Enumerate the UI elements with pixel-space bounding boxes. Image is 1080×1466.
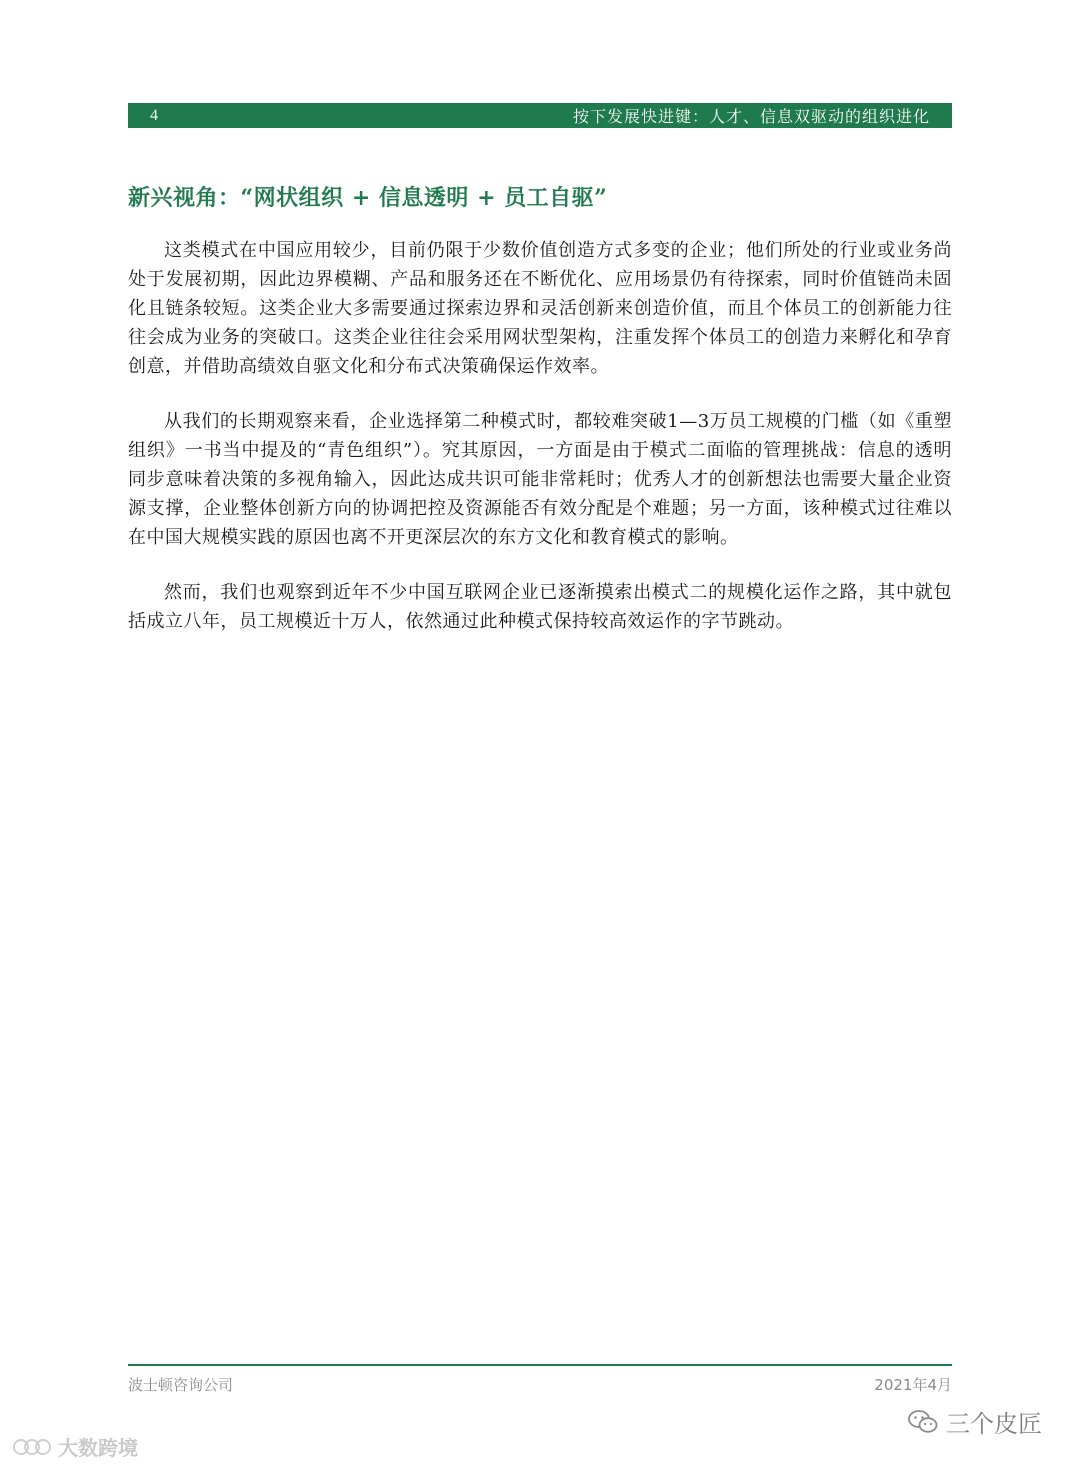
watermark-left-text: 大数跨境 — [58, 1436, 138, 1460]
footer-company: 波士顿咨询公司 — [128, 1376, 234, 1394]
paragraph: 然而，我们也观察到近年不少中国互联网企业已逐渐摸索出模式二的规模化运作之路，其中就包括成立八年，员工规模近十万人，依然通过此种模式保持较高效运作的字节跳动。 — [128, 582, 952, 632]
paragraph: 从我们的长期观察来看，企业选择第二种模式时，都较难突破1—3万员工规模的门槛（如《重塑组织》一书当中提及的“青色组织”）。究其原因，一方面是由于模式二面临的管理挑战：信息的透明同步意味着决策的多视角输入，因此达成共识可能非常耗时；优秀人才的创新想法也需要大量企业资源支撑，企业整体创新方向的协调把控及资源能否有效分配是个难题；另一方面，该种模式过往难以在中国大规模实践的原因也离不开更深层次的东方文化和教育模式的影响。 — [128, 411, 952, 548]
wechat-icon — [908, 1409, 938, 1435]
page-header-bar — [128, 103, 952, 128]
watermark-right — [908, 1404, 1042, 1439]
footer-divider — [128, 1364, 952, 1366]
body-text — [128, 236, 952, 662]
page-number: 4 — [150, 106, 158, 124]
watermark-right-text: 三个皮匠 — [946, 1410, 1042, 1438]
footer-date: 2021年4月 — [874, 1376, 952, 1394]
watermark-logo-icon — [12, 1436, 52, 1458]
watermark-left — [12, 1432, 138, 1461]
section-heading: 新兴视角：“网状组织 + 信息透明 + 员工自驱” — [128, 185, 608, 211]
header-title: 按下发展快进键：人才、信息双驱动的组织进化 — [572, 107, 930, 126]
paragraph: 这类模式在中国应用较少，目前仍限于少数价值创造方式多变的企业；他们所处的行业或业务尚处于发展初期，因此边界模糊、产品和服务还在不断优化、应用场景仍有待探索，同时价值链尚未固化且链条较短。这类企业大多需要通过探索边界和灵活创新来创造价值，而且个体员工的创新能力往往会成为业务的突破口。这类企业往往会采用网状型架构，注重发挥个体员工的创造力来孵化和孕育创意，并借助高绩效自驱文化和分布式决策确保运作效率。 — [128, 240, 952, 377]
